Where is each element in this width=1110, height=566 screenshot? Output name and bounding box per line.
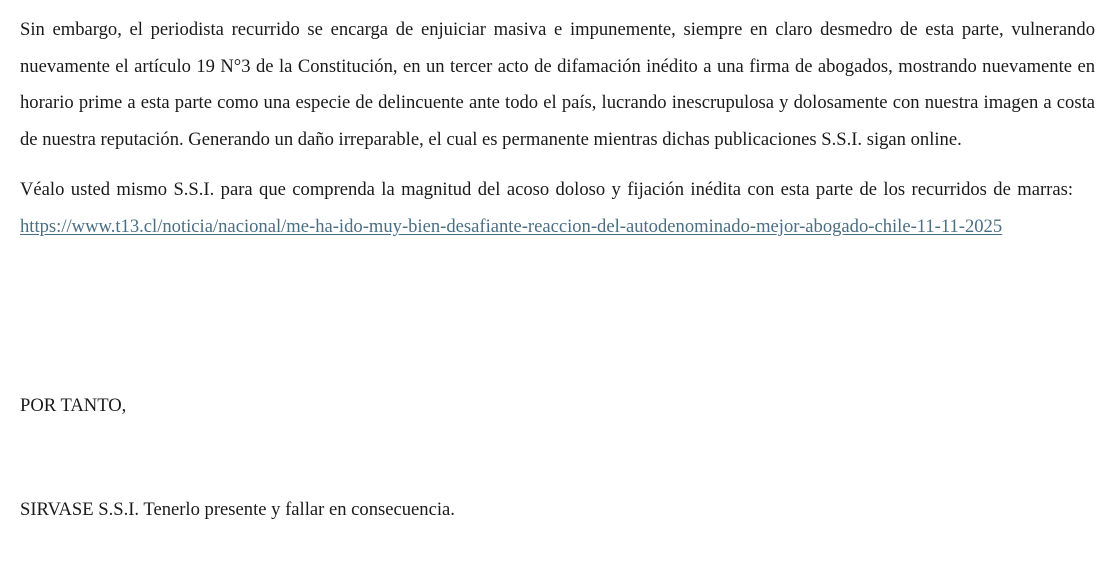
paragraph-evidencia-text: Véalo usted mismo S.S.I. para que comprenda la magnitud del acoso doloso y fijación inédita con esta parte de los recurridos de marras: <box>20 179 1073 201</box>
petition-closing: SIRVASE S.S.I. Tenerlo presente y fallar en consecuencia. <box>20 499 455 520</box>
paragraph-difamacion: Sin embargo, el periodista recurrido se encarga de enjuiciar masiva e impunemente, siempre en claro desmedro de esta parte, vulnerando nuevamente el artículo 19 N°3 de la Constitución, en un tercer acto de difamación inédito a una firma de abogados, mostrando nuevamente en horario prime a esta parte como una especie de delincuente ante todo el país, lucrando inescrupulosa y dolosamente con nuestra imagen a costa de nuestra reputación. Generando un daño irreparable, el cual es permanente mientras dichas publicaciones S.S.I. sigan online. <box>20 19 1095 150</box>
document-body <box>20 12 1095 246</box>
por-tanto-heading: POR TANTO, <box>20 395 127 416</box>
paragraph-evidencia <box>20 172 1095 245</box>
news-article-link[interactable]: https://www.t13.cl/noticia/nacional/me-ha-ido-muy-bien-desafiante-reaccion-del-autodenominado-mejor-abogado-chile-11-11-2025 <box>20 215 1003 237</box>
